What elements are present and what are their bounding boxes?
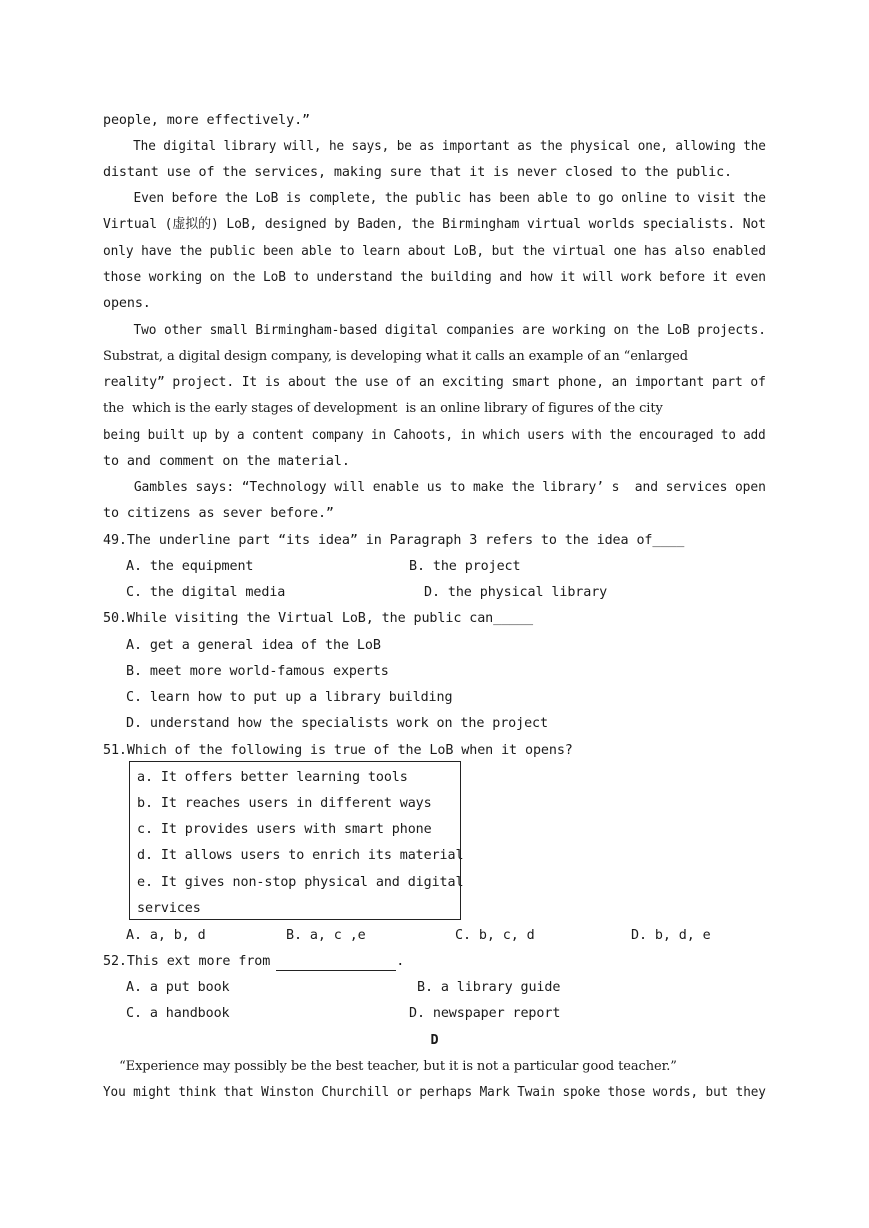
passage-line: Two other small Birmingham-based digital companies are working on the LoB projects. [103, 323, 766, 338]
passage-line: Virtual (虚拟的) LoB, designed by Baden, the Birmingham virtual worlds specialists. Not [103, 217, 766, 232]
passage-line: Substrat, a digital design company, is developing what it calls an example of an “enlarged [103, 349, 688, 364]
statement-a: a. It offers better learning tools [137, 770, 408, 785]
passage-line: Gambles says: “Technology will enable us to make the library’ s and services open [103, 480, 766, 495]
answer-blank [276, 956, 396, 971]
q52-option-b: B. a library guide [417, 980, 561, 995]
q50-option-d: D. understand how the specialists work on the project [126, 716, 548, 731]
statement-c: c. It provides users with smart phone [137, 822, 432, 837]
section-heading: D [430, 1033, 439, 1048]
passage-line: opens. [103, 296, 151, 311]
q50-option-c: C. learn how to put up a library building [126, 690, 453, 705]
q50-option-a: A. get a general idea of the LoB [126, 638, 381, 653]
passage-line: The digital library will, he says, be as important as the physical one, allowing the [103, 139, 766, 154]
q52-option-a: A. a put book [126, 980, 230, 995]
q50-option-b: B. meet more world-famous experts [126, 664, 389, 679]
q51-option-d: D. b, d, e [631, 928, 711, 943]
q49-option-c: C. the digital media [126, 585, 286, 600]
passage-line: reality” project. It is about the use of an exciting smart phone, an important part of [103, 375, 766, 390]
statement-d: d. It allows users to enrich its material [137, 848, 464, 863]
statement-e: e. It gives non-stop physical and digital [137, 875, 464, 890]
q49-option-b: B. the project [409, 559, 521, 574]
passage-line: people, more effectively.” [103, 113, 311, 128]
question-52-text: 52.This ext more from [103, 954, 271, 969]
question-52-end: . [396, 954, 405, 969]
statement-b: b. It reaches users in different ways [137, 796, 432, 811]
section-d-line: You might think that Winston Churchill or perhaps Mark Twain spoke those words, but they [103, 1085, 766, 1100]
q52-option-d: D. newspaper report [409, 1006, 561, 1021]
section-d-line: “Experience may possibly be the best teacher, but it is not a particular good teacher.” [103, 1059, 677, 1074]
passage-line: to citizens as sever before.” [103, 506, 334, 521]
passage-line: Even before the LoB is complete, the public has been able to go online to visit the [103, 191, 766, 206]
passage-line: those working on the LoB to understand the building and how it will work before it even [103, 270, 766, 285]
passage-line: to and comment on the material. [103, 454, 350, 469]
q51-option-b: B. a, c ,e [286, 928, 366, 943]
passage-line: being built up by a content company in Cahoots, in which users with the encouraged to add [103, 428, 766, 443]
passage-line: distant use of the services, making sure that it is never closed to the public. [103, 165, 732, 180]
question-50-stem: 50.While visiting the Virtual LoB, the public can_____ [103, 611, 533, 626]
q51-option-a: A. a, b, d [126, 928, 206, 943]
passage-line: only have the public been able to learn about LoB, but the virtual one has also enabled [103, 244, 766, 259]
question-51-stem: 51.Which of the following is true of the LoB when it opens? [103, 743, 573, 758]
q49-option-d: D. the physical library [424, 585, 608, 600]
q52-option-c: C. a handbook [126, 1006, 230, 1021]
q49-option-a: A. the equipment [126, 559, 254, 574]
question-52-stem [103, 953, 404, 971]
q51-option-c: C. b, c, d [455, 928, 535, 943]
question-49-stem: 49.The underline part “its idea” in Paragraph 3 refers to the idea of____ [103, 533, 685, 548]
statement-e-continued: services [137, 901, 201, 916]
passage-line: the which is the early stages of development is an online library of figures of the city [103, 401, 663, 416]
